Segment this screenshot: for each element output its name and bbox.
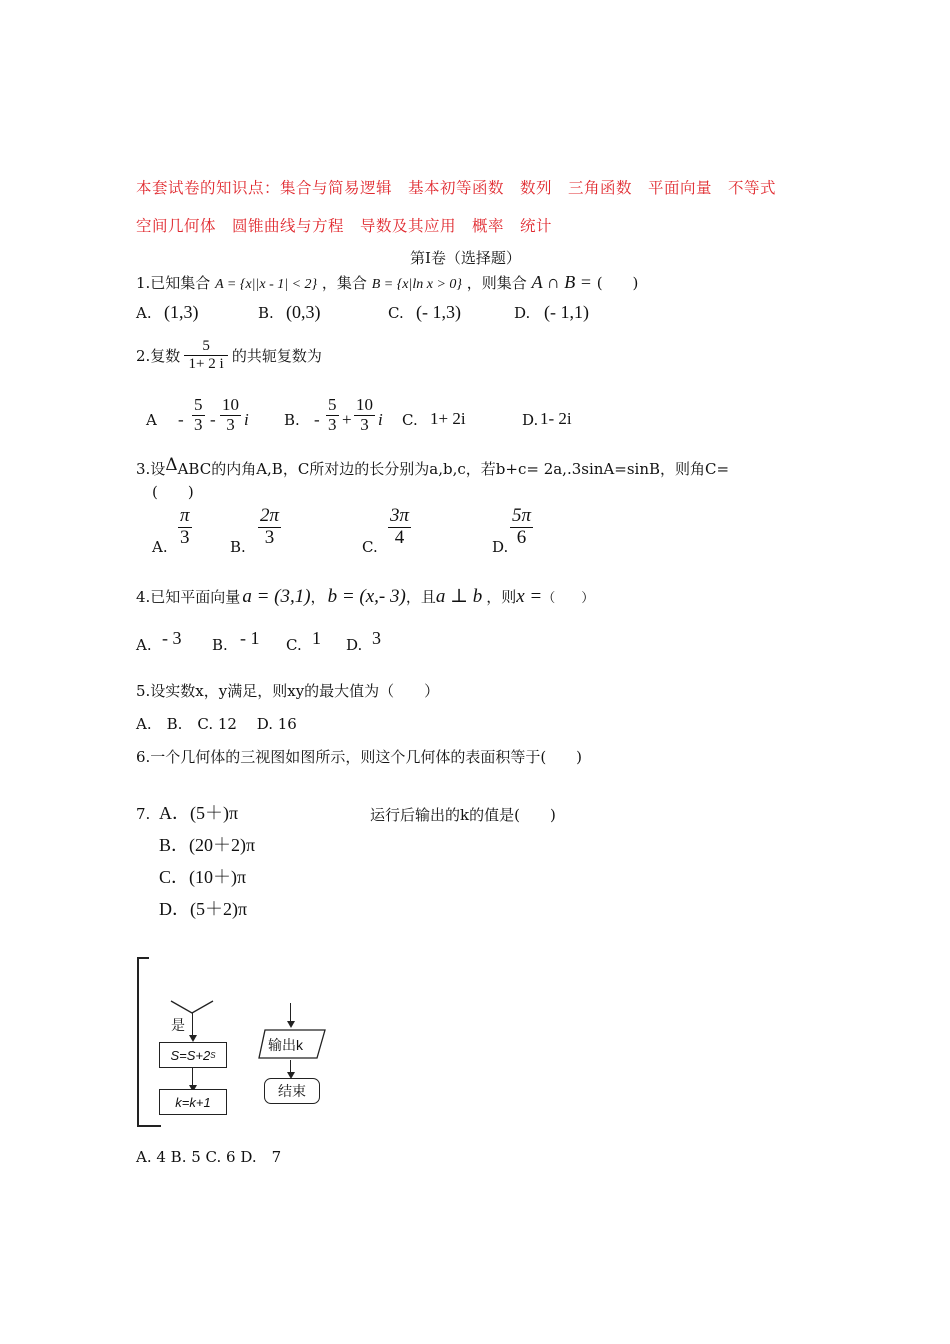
q4-opt-d-label: D.: [346, 636, 363, 654]
q2-opt-a-f1-num: 5: [194, 395, 203, 414]
arrow-line-3: [290, 1003, 291, 1023]
question-3: [136, 455, 730, 479]
q2-opt-a-frac1: [192, 396, 205, 434]
q2-opt-a-frac2: [220, 396, 241, 434]
q2-opt-b-sign: -: [314, 410, 320, 429]
q4-opt-b: - 1: [240, 628, 260, 648]
q4-opt-a: - 3: [162, 628, 182, 648]
q1-opt-d: (- 1,1): [544, 302, 589, 322]
q1-opt-d-label: D.: [514, 304, 531, 322]
q2-opt-a-sign: -: [178, 410, 184, 429]
q3-opt-d-num: 5π: [512, 505, 532, 526]
q7-option-a: A．(5＋)π: [159, 803, 239, 823]
q3-prefix: 3.设: [136, 460, 166, 478]
q2-opt-b-f1-den: 3: [328, 414, 337, 434]
q1-opt-b: (0,3): [286, 302, 321, 322]
q7-question: 运行后输出的k的值是( ): [370, 806, 556, 824]
q3-paren: ( ): [152, 483, 194, 501]
yes-label: 是: [171, 1017, 185, 1033]
box1-sup: S: [210, 1050, 216, 1060]
q1-set-a: A = {x||x - 1| < 2}: [215, 277, 318, 292]
q2-fraction: [184, 338, 228, 372]
q4-vec-b: b = (x,- 3): [327, 586, 406, 607]
box1-text: S=S+2: [170, 1047, 211, 1063]
q4-opt-a-label: A.: [136, 636, 152, 654]
arrow-head-3: [287, 1021, 295, 1028]
loop-bottom-line: [137, 1125, 161, 1127]
delta-symbol: Δ: [165, 455, 178, 475]
q3-opt-c-num: 3π: [390, 505, 410, 526]
process-box-s: [159, 1042, 227, 1068]
q2-opt-b-f2-den: 3: [360, 414, 369, 434]
q1-opt-b-label: B.: [258, 304, 274, 322]
end-box: 结束: [264, 1078, 320, 1104]
q4-paren: （ ）: [542, 591, 595, 606]
q3-opt-d-frac: [510, 506, 533, 549]
q3-opt-a-frac: [178, 506, 192, 549]
q4-comma: ，: [310, 588, 326, 606]
loop-top-line: [137, 957, 149, 959]
question-6: 6.一个几何体的三视图如图所示，则这个几何体的表面积等于( ): [136, 748, 583, 766]
q2-opt-c-label: C.: [402, 411, 418, 429]
q2-opt-b-label: B.: [284, 411, 300, 429]
question-1: [136, 272, 638, 293]
q2-options: [146, 396, 786, 446]
q7-option-b: B．(20＋2)π: [159, 835, 256, 855]
q3-opt-a-num: π: [180, 505, 190, 526]
q5-options: A. B. C. 12 D. 16: [136, 715, 297, 733]
q2-opt-b-i: i: [378, 410, 383, 429]
question-5: 5.设实数x，y满足，则xy的最大值为（ ）: [136, 682, 440, 700]
q2-opt-a-f2-den: 3: [226, 414, 235, 434]
q4-vec-a: a = (3,1): [242, 586, 311, 607]
q7-answers: A. 4 B. 5 C. 6 D. 7: [136, 1148, 282, 1166]
q1-prefix: 1.已知集合: [136, 274, 211, 292]
q3-text: ABC的内角A,B，C所对边的长分别为a,b,c，若b+c= 2a,.3sinA=sinB，则角C=: [177, 460, 730, 478]
q4-perp: a ⊥ b: [435, 586, 483, 607]
topics-line-1: 本套试卷的知识点：集合与简易逻辑 基本初等函数 数列 三角函数 平面向量 不等式: [136, 179, 777, 197]
loop-left-line: [137, 957, 139, 1127]
q7-option-c: C．(10＋)π: [159, 867, 247, 887]
q1-opt-a: (1,3): [164, 302, 199, 322]
q2-num: 5: [184, 338, 228, 356]
q2-prefix: 2.复数: [136, 346, 181, 365]
arrow-line-2: [192, 1067, 193, 1087]
q2-opt-a-label: A: [146, 411, 157, 429]
q4-opt-b-label: B.: [212, 636, 228, 654]
q1-opt-a-label: A.: [136, 304, 152, 322]
arrow-line-1: [192, 1013, 193, 1035]
q2-opt-b-op: +: [342, 410, 352, 429]
question-4: [136, 585, 594, 608]
q4-prefix: 4.已知平面向量: [136, 588, 241, 606]
q2-opt-d: 1- 2i: [540, 409, 572, 428]
q2-opt-b-f2-num: 10: [356, 395, 373, 414]
process-box-k: k=k+1: [159, 1089, 227, 1115]
q2-opt-d-label: D.: [522, 411, 539, 429]
q3-opt-a-label: A.: [152, 538, 168, 556]
q4-opt-d: 3: [372, 628, 381, 648]
q3-opt-d-label: D.: [492, 538, 509, 556]
q4-mid: ，且: [405, 588, 436, 606]
q4-opt-c: 1: [312, 628, 321, 648]
arrow-head-1: [189, 1035, 197, 1042]
q3-opt-c-den: 4: [394, 526, 405, 548]
q2-opt-a-f2-num: 10: [222, 395, 239, 414]
q2-opt-b-f1-num: 5: [328, 395, 337, 414]
q7-number: 7.: [136, 805, 151, 823]
q3-opt-b-num: 2π: [260, 505, 280, 526]
q4-options: [136, 628, 436, 654]
flowchart: [135, 955, 335, 1135]
q4-x-eq: x =: [516, 586, 543, 607]
q3-opt-b-frac: [258, 506, 281, 549]
q4-then: ，则: [486, 588, 517, 606]
q1-mid: ，集合: [321, 274, 367, 292]
q3-opt-b-den: 3: [264, 526, 275, 548]
q2-opt-a-op: -: [210, 410, 216, 429]
q3-options: [152, 504, 712, 556]
q3-opt-a-den: 3: [180, 526, 190, 548]
q3-opt-c-label: C.: [362, 538, 378, 556]
q2-opt-b-frac2: [354, 396, 375, 434]
section-title: 第Ⅰ卷（选择题）: [410, 249, 521, 267]
output-label: 输出k: [268, 1037, 303, 1053]
q1-set-b: B = {x|ln x > 0}: [371, 277, 463, 292]
question-2: [136, 338, 322, 372]
q2-opt-c: 1+ 2i: [430, 409, 466, 428]
q3-opt-c-frac: [388, 506, 411, 549]
q2-suffix: 的共轭复数为: [231, 346, 322, 365]
q7-option-d: D．(5＋2)π: [159, 899, 248, 919]
q2-opt-a-i: i: [244, 410, 249, 429]
q1-expr: A ∩ B =: [531, 272, 592, 292]
q4-opt-c-label: C.: [286, 636, 302, 654]
q1-paren: ( ): [596, 274, 639, 292]
q1-suffix: ，则集合: [466, 274, 527, 292]
q3-opt-d-den: 6: [516, 526, 527, 548]
q1-opt-c: (- 1,3): [416, 302, 461, 322]
q2-opt-a-f1-den: 3: [194, 414, 203, 434]
q1-opt-c-label: C.: [388, 304, 404, 322]
topics-line-2: 空间几何体 圆锥曲线与方程 导数及其应用 概率 统计: [136, 217, 553, 235]
q2-opt-b-frac1: [326, 396, 339, 434]
q3-opt-b-label: B.: [230, 538, 246, 556]
q2-den: 1+ 2 i: [188, 355, 224, 372]
